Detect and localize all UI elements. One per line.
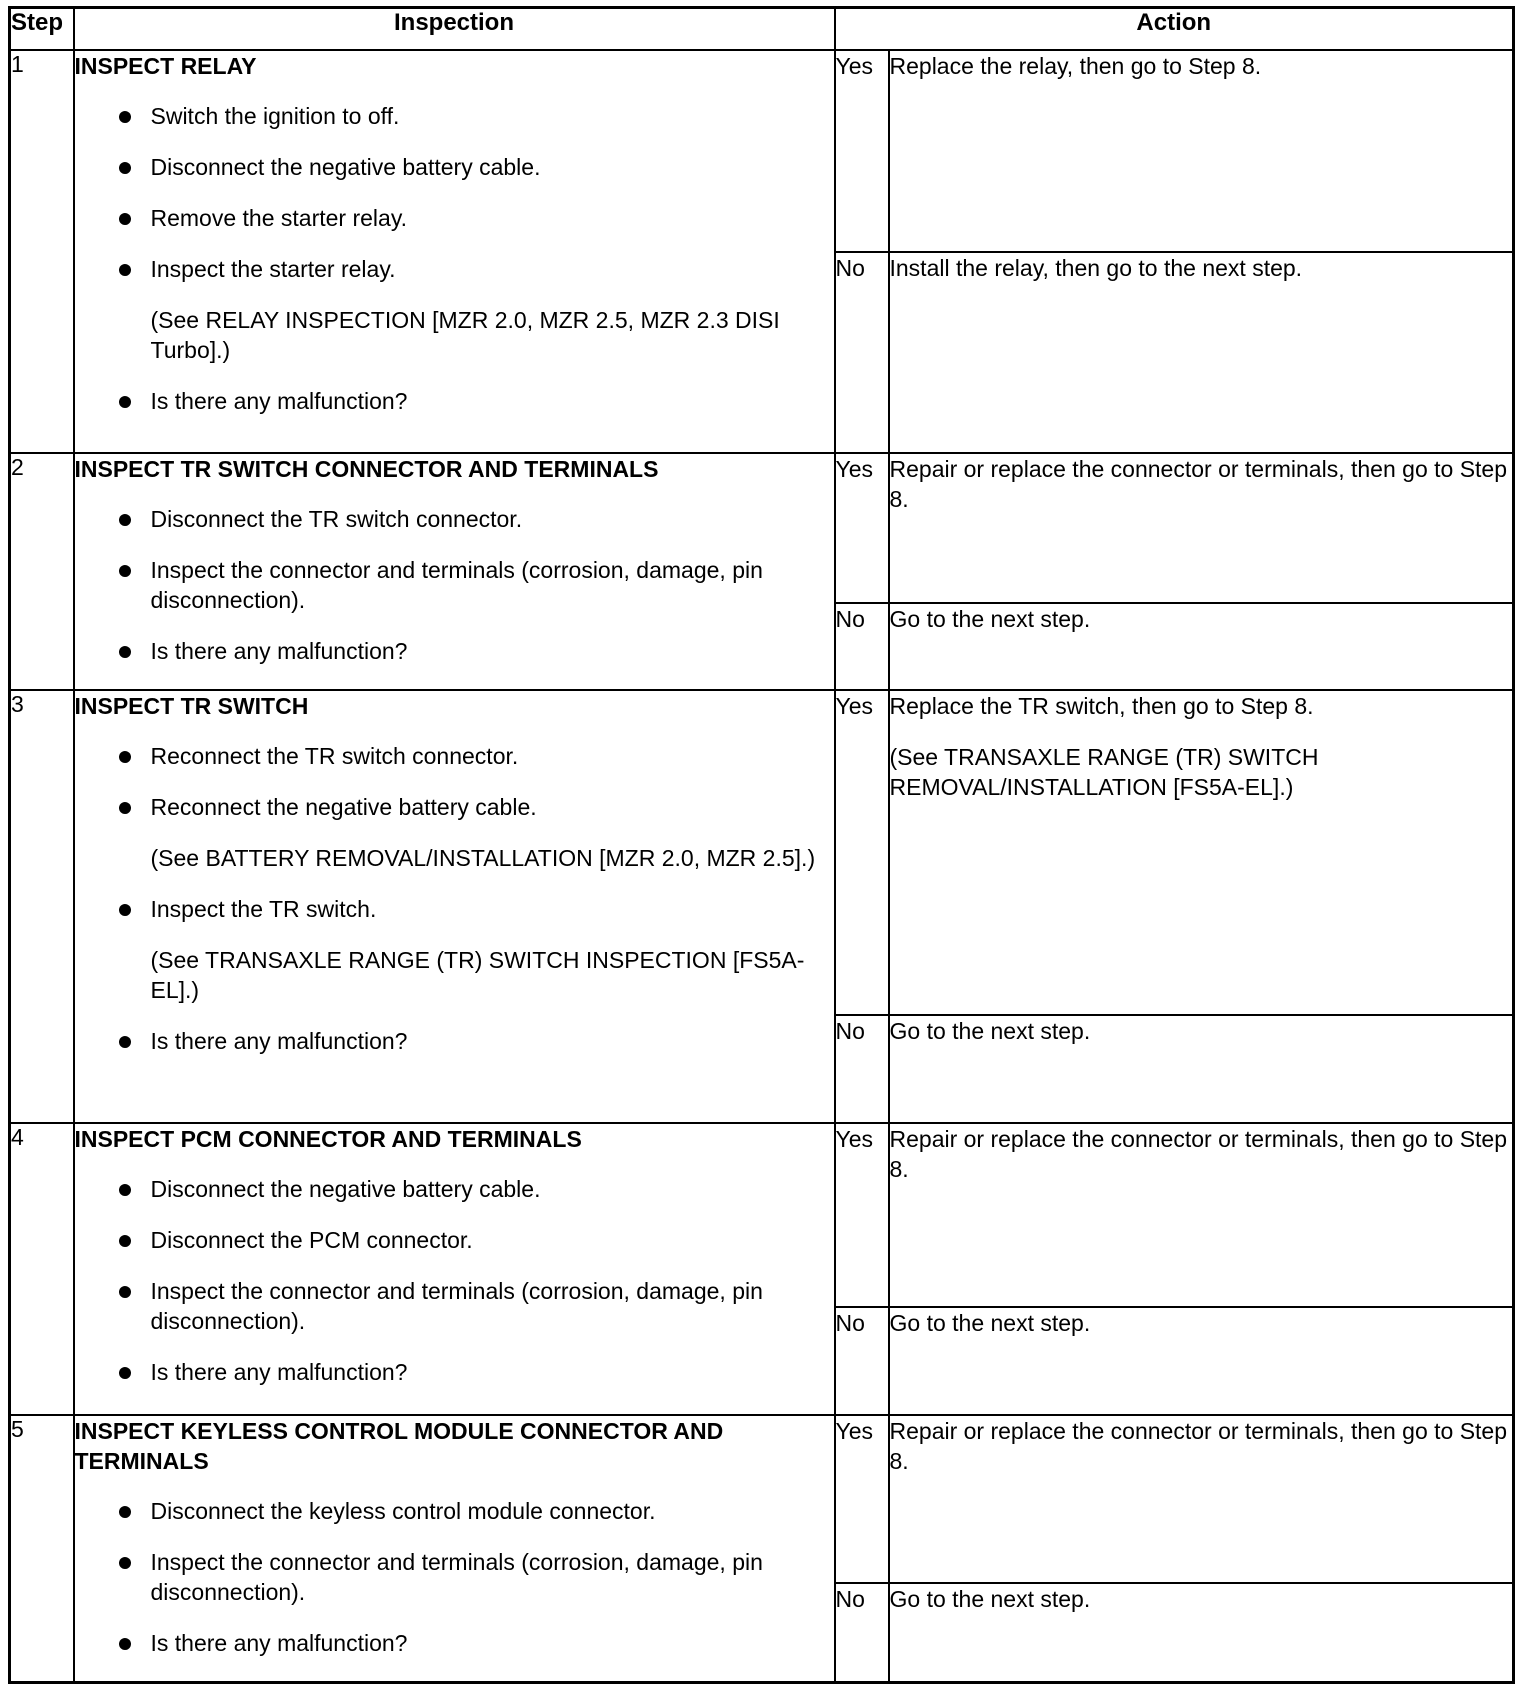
bullet-icon (119, 1638, 131, 1650)
yes-action-text: Replace the TR switch, then go to Step 8. (889, 693, 1314, 720)
bullet-icon (119, 111, 131, 123)
yes-action-text: Repair or replace the connector or terminals, then go to Step 8. (889, 1125, 1508, 1182)
inspection-item-text: Inspect the TR switch. (150, 896, 377, 923)
inspection-item (75, 1357, 834, 1387)
no-action: Go to the next step. (889, 1583, 1514, 1682)
yes-action-text: Replace the relay, then go to Step 8. (889, 53, 1262, 79)
no-label: No (835, 1307, 889, 1415)
inspection-item (75, 1026, 834, 1056)
inspection-item-text: Disconnect the negative battery cable. (150, 1175, 541, 1202)
yes-label: Yes (835, 1415, 889, 1583)
no-label: No (835, 1583, 889, 1682)
bullet-icon (119, 514, 131, 526)
inspection-title: INSPECT KEYLESS CONTROL MODULE CONNECTOR AND TERMINALS (74, 1418, 724, 1474)
yes-action (889, 453, 1514, 603)
header-inspection: Inspection (74, 8, 835, 51)
inspection-item-reference: (See TRANSAXLE RANGE (TR) SWITCH INSPECTION [FS5A-EL].) (150, 947, 805, 1004)
header-step: Step (10, 8, 74, 51)
inspection-item-text: Reconnect the negative battery cable. (150, 794, 537, 821)
yes-action (889, 1415, 1514, 1583)
inspection-item (75, 1547, 834, 1607)
inspection-item-text: Remove the starter relay. (150, 205, 408, 231)
inspection-item-text: Disconnect the TR switch connector. (150, 506, 523, 533)
no-action: Install the relay, then go to the next step. (889, 252, 1514, 454)
inspection-item (75, 203, 834, 233)
inspection-item (75, 636, 834, 666)
step-number: 2 (10, 453, 74, 690)
inspection-item (75, 741, 834, 771)
bullet-icon (119, 751, 131, 763)
bullet-icon (119, 1184, 131, 1196)
inspection-item (75, 152, 834, 182)
no-label: No (835, 1015, 889, 1123)
bullet-icon (119, 264, 131, 276)
bullet-icon (119, 802, 131, 814)
inspection-cell (74, 50, 835, 453)
inspection-item-text: Is there any malfunction? (150, 1028, 408, 1055)
no-label: No (835, 252, 889, 454)
inspection-list (75, 1496, 834, 1658)
inspection-item-text: Is there any malfunction? (150, 388, 408, 414)
no-action: Go to the next step. (889, 1015, 1514, 1123)
step-row-yes (10, 1123, 1514, 1307)
bullet-icon (119, 1235, 131, 1247)
diagnostic-table (8, 6, 1515, 1684)
inspection-cell (74, 690, 835, 1122)
bullet-icon (119, 213, 131, 225)
inspection-item-text: Inspect the connector and terminals (corrosion, damage, pin disconnection). (150, 1277, 763, 1334)
inspection-item-text: Is there any malfunction? (150, 1630, 408, 1656)
yes-label: Yes (835, 1123, 889, 1307)
inspection-title: INSPECT TR SWITCH (74, 693, 309, 720)
inspection-item (75, 504, 834, 534)
inspection-item (75, 555, 834, 615)
inspection-item-text: Disconnect the negative battery cable. (150, 154, 541, 180)
step-row-yes (10, 50, 1514, 252)
inspection-item-text: Inspect the connector and terminals (corrosion, damage, pin disconnection). (150, 1549, 763, 1605)
bullet-icon (119, 162, 131, 174)
bullet-icon (119, 1367, 131, 1379)
inspection-item (75, 894, 834, 1005)
no-label: No (835, 603, 889, 690)
inspection-item-text: Disconnect the keyless control module connector. (150, 1498, 656, 1524)
inspection-item (75, 792, 834, 873)
header-action: Action (835, 8, 1514, 51)
bullet-icon (119, 1036, 131, 1048)
inspection-cell (74, 453, 835, 690)
no-action: Go to the next step. (889, 1307, 1514, 1415)
inspection-item-text: Is there any malfunction? (150, 638, 408, 665)
step-number: 1 (10, 50, 74, 453)
yes-label: Yes (835, 690, 889, 1015)
inspection-list (75, 504, 834, 666)
step-row-yes (10, 1415, 1514, 1583)
bullet-icon (119, 396, 131, 408)
inspection-item-reference: (See RELAY INSPECTION [MZR 2.0, MZR 2.5, MZR 2.3 DISI Turbo].) (150, 307, 780, 363)
header-row (10, 8, 1514, 51)
step-row-yes (10, 690, 1514, 1015)
bullet-icon (119, 1506, 131, 1518)
inspection-cell (74, 1123, 835, 1415)
bullet-icon (119, 565, 131, 577)
yes-label: Yes (835, 50, 889, 252)
yes-action-text: Repair or replace the connector or terminals, then go to Step 8. (889, 456, 1508, 513)
inspection-item (75, 1496, 834, 1526)
yes-action-text: Repair or replace the connector or terminals, then go to Step 8. (889, 1418, 1508, 1474)
yes-action-reference: (See TRANSAXLE RANGE (TR) SWITCH REMOVAL/INSTALLATION [FS5A-EL].) (889, 744, 1319, 801)
yes-action (889, 690, 1514, 1015)
step-row-yes (10, 453, 1514, 603)
bullet-icon (119, 1557, 131, 1569)
yes-action (889, 1123, 1514, 1307)
step-number: 4 (10, 1123, 74, 1415)
inspection-title: INSPECT TR SWITCH CONNECTOR AND TERMINALS (74, 456, 659, 483)
inspection-item-text: Reconnect the TR switch connector. (150, 743, 519, 770)
inspection-item (75, 1225, 834, 1255)
inspection-item (75, 101, 834, 131)
bullet-icon (119, 1286, 131, 1298)
inspection-item-reference: (See BATTERY REMOVAL/INSTALLATION [MZR 2.0, MZR 2.5].) (150, 845, 816, 872)
inspection-item-text: Is there any malfunction? (150, 1358, 408, 1385)
inspection-title: INSPECT RELAY (74, 53, 257, 79)
bullet-icon (119, 904, 131, 916)
inspection-item-text: Inspect the starter relay. (150, 256, 396, 282)
inspection-item (75, 1174, 834, 1204)
inspection-item (75, 254, 834, 365)
no-action: Go to the next step. (889, 603, 1514, 690)
step-number: 5 (10, 1415, 74, 1683)
inspection-list (75, 1174, 834, 1387)
yes-action (889, 50, 1514, 252)
inspection-title: INSPECT PCM CONNECTOR AND TERMINALS (74, 1125, 582, 1152)
yes-label: Yes (835, 453, 889, 603)
inspection-item-text: Disconnect the PCM connector. (150, 1226, 473, 1253)
inspection-cell (74, 1415, 835, 1683)
inspection-item-text: Switch the ignition to off. (150, 103, 400, 129)
inspection-list (75, 741, 834, 1056)
inspection-item (75, 386, 834, 416)
inspection-item (75, 1628, 834, 1658)
bullet-icon (119, 646, 131, 658)
inspection-item (75, 1276, 834, 1336)
step-number: 3 (10, 690, 74, 1122)
inspection-item-text: Inspect the connector and terminals (corrosion, damage, pin disconnection). (150, 557, 763, 614)
inspection-list (75, 101, 834, 416)
